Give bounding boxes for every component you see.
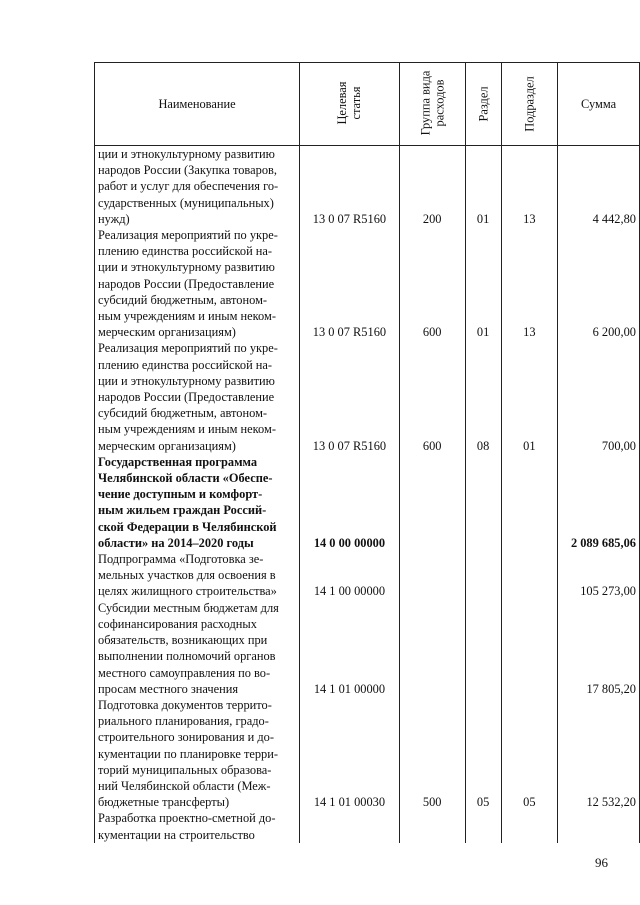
row-name-line: ции и этнокультурному развитию [98, 373, 275, 388]
row-name-line: нужд) [98, 211, 130, 226]
header-section: Раздел [465, 63, 501, 146]
table-header-row [95, 63, 640, 146]
row-subsection [501, 810, 557, 842]
row-section: 01 [465, 146, 501, 228]
row-name-line: ным жильем граждан Россий- [98, 503, 267, 518]
row-group [399, 600, 465, 697]
row-name-line: кументации на строительство [98, 827, 255, 842]
row-section: 05 [465, 697, 501, 810]
row-target: 13 0 07 R5160 [300, 227, 400, 340]
row-name-line: ской Федерации в Челябинской [98, 519, 277, 534]
row-name-line: софинансирования расходных [98, 616, 257, 631]
row-name-line: риального планирования, градо- [98, 714, 269, 729]
row-name-line: работ и услуг для обеспечения го- [98, 179, 279, 194]
row-name-line: бюджетные трансферты) [98, 795, 230, 810]
row-target: 13 0 07 R5160 [300, 340, 400, 453]
table-row [95, 600, 640, 697]
row-subsection: 05 [501, 697, 557, 810]
row-name-line: целях жилищного строительства» [98, 584, 277, 599]
row-subsection: 01 [501, 340, 557, 453]
row-group [399, 454, 465, 551]
row-target: 14 1 01 00000 [300, 600, 400, 697]
row-target: 14 1 00 00000 [300, 551, 400, 600]
row-name-line: ции и этнокультурному развитию [98, 147, 275, 161]
row-name-line: Субсидии местным бюджетам для [98, 600, 279, 615]
row-target: 14 1 01 00030 [300, 697, 400, 810]
row-sum: 6 200,00 [558, 227, 640, 340]
row-name-line: просам местного значения [98, 681, 239, 696]
header-group: Группа вида расходов [399, 63, 465, 146]
row-name-line: народов России (Предоставление [98, 390, 275, 405]
row-name [95, 697, 300, 810]
row-name-line: плению единства российской на- [98, 357, 273, 372]
row-sum: 4 442,80 [558, 146, 640, 228]
page-number: 96 [595, 855, 608, 870]
row-target: 14 0 00 00000 [300, 454, 400, 551]
row-sum: 700,00 [558, 340, 640, 453]
row-name-line: субсидий бюджетным, автоном- [98, 292, 268, 307]
row-section [465, 454, 501, 551]
row-sum: 105 273,00 [558, 551, 640, 600]
row-sum: 17 805,20 [558, 600, 640, 697]
header-sum: Сумма [558, 63, 640, 146]
row-name [95, 600, 300, 697]
row-name-line: Реализация мероприятий по укре- [98, 228, 278, 243]
table-row [95, 551, 640, 600]
row-name-line: Подпрограмма «Подготовка зе- [98, 552, 264, 567]
row-name-line: обязательств, возникающих при [98, 633, 268, 648]
row-name-line: народов России (Закупка товаров, [98, 163, 277, 178]
row-section [465, 810, 501, 842]
row-name-line: строительного зонирования и до- [98, 730, 274, 745]
row-name-line: ний Челябинской области (Меж- [98, 778, 271, 793]
row-section [465, 600, 501, 697]
row-target [300, 810, 400, 842]
table-row [95, 810, 640, 842]
row-name-line: Государственная программа [98, 454, 258, 469]
row-name-line: местного самоуправления по во- [98, 665, 271, 680]
header-target: Целевая статья [300, 63, 400, 146]
row-group [399, 551, 465, 600]
row-name-line: Челябинской области «Обеспе- [98, 471, 273, 486]
table-body [95, 146, 640, 843]
row-subsection: 13 [501, 227, 557, 340]
row-name-line: ции и этнокультурному развитию [98, 260, 275, 275]
row-name-line: сударственных (муниципальных) [98, 195, 274, 210]
row-subsection [501, 551, 557, 600]
row-name [95, 454, 300, 551]
header-subsection: Подраздел [501, 63, 557, 146]
row-sum: 2 089 685,06 [558, 454, 640, 551]
row-name-line: торий муниципальных образова- [98, 762, 272, 777]
row-name [95, 810, 300, 842]
row-sum: 12 532,20 [558, 697, 640, 810]
row-name-line: Разработка проектно-сметной до- [98, 811, 276, 826]
row-name-line: выполнении полномочий органов [98, 649, 276, 664]
row-name-line: области» на 2014–2020 годы [98, 535, 254, 550]
row-name-line: ным учреждениям и иным неком- [98, 309, 276, 324]
row-name-line: ным учреждениям и иным неком- [98, 422, 276, 437]
row-name-line: народов России (Предоставление [98, 276, 275, 291]
row-group: 600 [399, 227, 465, 340]
row-group: 600 [399, 340, 465, 453]
row-name [95, 551, 300, 600]
row-name-line: плению единства российской на- [98, 244, 273, 259]
row-name-line: чение доступным и комфорт- [98, 487, 263, 502]
row-target: 13 0 07 R5160 [300, 146, 400, 228]
row-section [465, 551, 501, 600]
row-name-line: мельных участков для освоения в [98, 568, 276, 583]
row-name [95, 340, 300, 453]
row-name-line: мерческим организациям) [98, 325, 236, 340]
row-subsection: 13 [501, 146, 557, 228]
row-sum [558, 810, 640, 842]
table-row [95, 697, 640, 810]
row-name-line: Подготовка документов террито- [98, 697, 272, 712]
row-group [399, 810, 465, 842]
table-row [95, 454, 640, 551]
row-subsection [501, 454, 557, 551]
row-name-line: Реализация мероприятий по укре- [98, 341, 278, 356]
table-row [95, 146, 640, 228]
row-name [95, 227, 300, 340]
header-name: Наименование [95, 63, 300, 146]
row-name-line: кументации по планировке терри- [98, 746, 279, 761]
budget-table [94, 62, 640, 843]
table-row [95, 227, 640, 340]
row-subsection [501, 600, 557, 697]
row-name-line: субсидий бюджетным, автоном- [98, 406, 268, 421]
row-section: 08 [465, 340, 501, 453]
row-group: 200 [399, 146, 465, 228]
table-row [95, 340, 640, 453]
row-name-line: мерческим организациям) [98, 438, 236, 453]
row-group: 500 [399, 697, 465, 810]
row-section: 01 [465, 227, 501, 340]
row-name [95, 146, 300, 228]
